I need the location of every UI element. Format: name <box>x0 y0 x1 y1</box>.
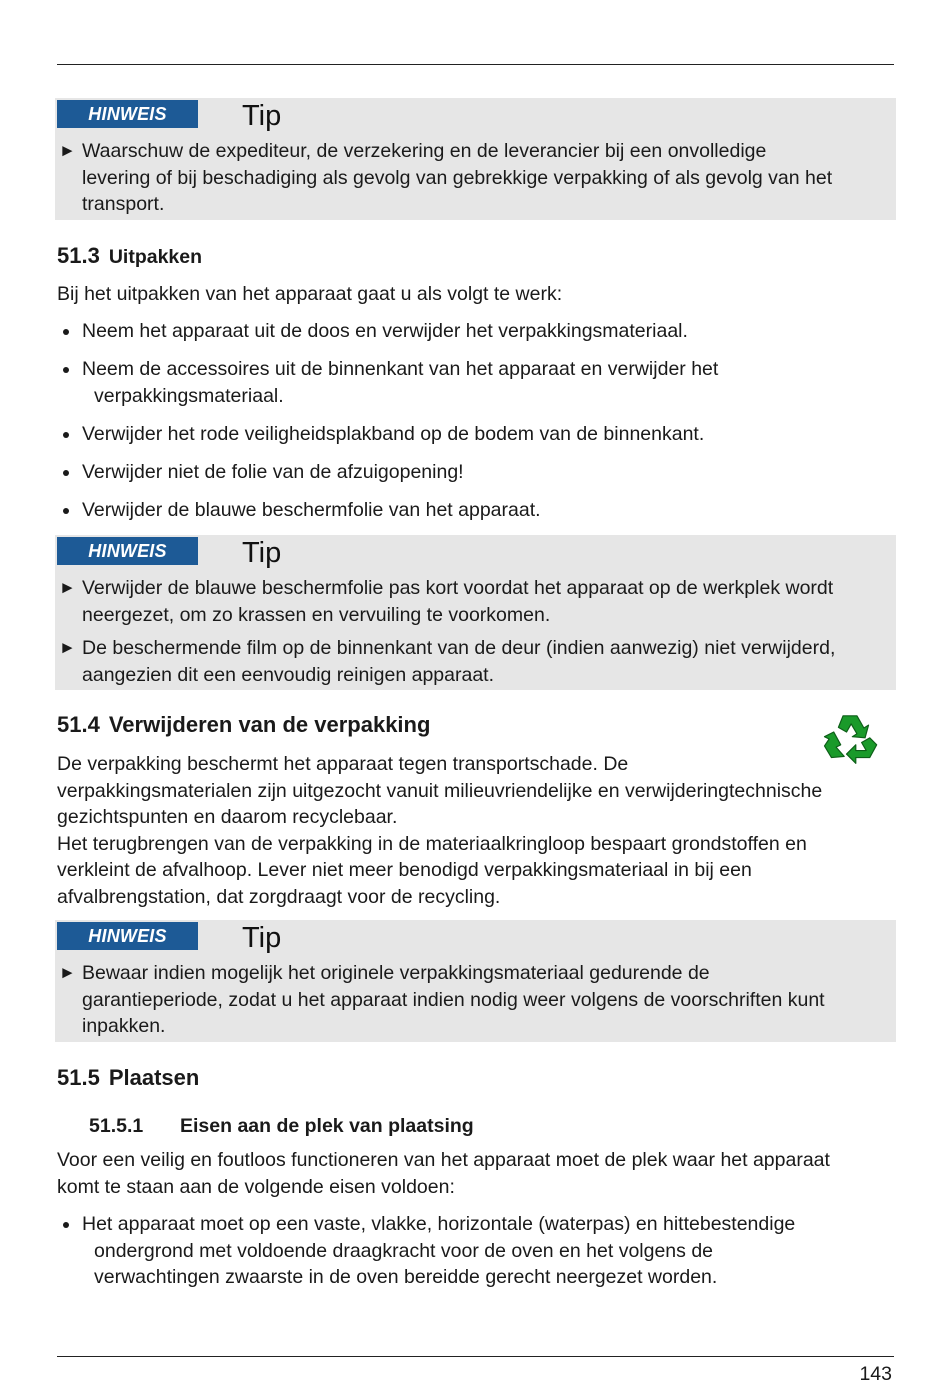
section-heading-51-3 <box>57 242 202 271</box>
list-item <box>57 356 892 409</box>
note-item <box>59 138 886 218</box>
note-line: levering of bij beschadiging als gevolg van gebrekkige verpakking of als gevolg van het <box>82 166 833 189</box>
paragraph-line: gezichtspunten en daarom recyclebaar. <box>57 806 398 828</box>
section-number: 51.3 <box>57 243 100 268</box>
list-item-continuation: verpakkingsmateriaal. <box>94 384 284 407</box>
page-number: 143 <box>859 1363 892 1385</box>
bullet-icon <box>57 318 82 345</box>
tip-title: Tip <box>242 922 282 954</box>
note-line: transport. <box>82 193 165 215</box>
uitpakken-list <box>57 318 892 535</box>
list-item-continuation: verwachtingen zwaarste in de oven bereidde gerecht neergezet worden. <box>94 1266 718 1288</box>
arrow-right-icon: ► <box>59 638 76 657</box>
section-title: Uitpakken <box>108 246 203 268</box>
list-item-text: Het apparaat moet op een vaste, vlakke, horizontale (waterpas) en hittebestendige <box>82 1213 796 1235</box>
section-number: 51.5 <box>57 1065 100 1090</box>
paragraph-line: komt te staan aan de volgende eisen voldoen: <box>57 1175 455 1198</box>
note-line: inpakken. <box>82 1015 166 1037</box>
note-box-3 <box>55 920 896 1042</box>
uitpakken-intro: Bij het uitpakken van het apparaat gaat u als volgt te werk: <box>57 283 563 305</box>
subsection-number: 51.5.1 <box>89 1115 144 1137</box>
bullet-icon <box>57 1211 82 1291</box>
list-item-text: Verwijder niet de folie van de afzuigopening! <box>82 460 464 483</box>
note-item <box>59 960 886 1040</box>
note-box-1 <box>55 98 896 220</box>
list-item-text: Verwijder de blauwe beschermfolie van het apparaat. <box>82 498 541 521</box>
verpakking-paragraph <box>57 751 892 910</box>
note-line: Waarschuw de expediteur, de verzekering en de leverancier bij een onvolledige <box>82 140 767 162</box>
section-heading-51-4 <box>57 711 430 739</box>
list-item <box>57 421 892 448</box>
arrow-right-icon: ► <box>59 578 76 597</box>
section-title: Verwijderen van de verpakking <box>108 712 431 737</box>
tip-title: Tip <box>242 100 282 132</box>
list-item <box>57 1211 892 1291</box>
note-line: neergezet, om zo krassen en vervuiling te voorkomen. <box>82 603 551 626</box>
hinweis-badge: HINWEIS <box>57 537 198 565</box>
note-header <box>55 98 896 138</box>
paragraph-line: afvalbrengstation, dat zorgdraagt voor de recycling. <box>57 885 501 908</box>
hinweis-badge: HINWEIS <box>57 922 198 950</box>
subsection-title: Eisen aan de plek van plaatsing <box>180 1115 474 1137</box>
list-item <box>57 318 892 345</box>
arrow-right-icon: ► <box>59 963 76 982</box>
list-item-continuation: ondergrond met voldoende draagkracht voor de oven en het volgens de <box>94 1239 714 1262</box>
bullet-icon <box>57 459 82 486</box>
bullet-icon <box>57 356 82 409</box>
paragraph-line: Voor een veilig en foutloos functioneren van het apparaat moet de plek waar het apparaat <box>57 1149 830 1171</box>
bullet-icon <box>57 497 82 524</box>
paragraph-line: De verpakking beschermt het apparaat tegen transportschade. De <box>57 753 629 775</box>
section-number: 51.4 <box>57 712 100 737</box>
note-item <box>59 635 886 688</box>
plaatsen-intro <box>57 1147 892 1200</box>
section-heading-51-5 <box>57 1064 199 1092</box>
list-item <box>57 497 892 524</box>
paragraph-line: verpakkingsmaterialen zijn uitgezocht vanuit milieuvriendelijke en verwijderingtechnische <box>57 779 823 802</box>
plaatsen-list <box>57 1211 892 1302</box>
tip-title: Tip <box>242 537 282 569</box>
recycle-arrow-top <box>838 716 868 738</box>
list-item-text: Neem de accessoires uit de binnenkant van het apparaat en verwijder het <box>82 358 719 380</box>
bullet-icon <box>57 421 82 448</box>
note-header <box>55 535 896 575</box>
note-line: De beschermende film op de binnenkant van de deur (indien aanwezig) niet verwijderd, <box>82 637 836 659</box>
note-box-2 <box>55 535 896 690</box>
paragraph-line: Het terugbrengen van de verpakking in de materiaalkringloop bespaart grondstoffen en <box>57 832 807 855</box>
list-item <box>57 459 892 486</box>
section-title: Plaatsen <box>108 1065 200 1090</box>
note-line: aangezien dit een eenvoudig reinigen apparaat. <box>82 663 494 686</box>
list-item-text: Neem het apparaat uit de doos en verwijder het verpakkingsmateriaal. <box>82 320 688 342</box>
note-line: Verwijder de blauwe beschermfolie pas kort voordat het apparaat op de werkplek wordt <box>82 577 834 599</box>
note-line: Bewaar indien mogelijk het originele verpakkingsmateriaal gedurende de <box>82 962 710 984</box>
note-header <box>55 920 896 960</box>
list-item-text: Verwijder het rode veiligheidsplakband op de bodem van de binnenkant. <box>82 422 705 445</box>
bottom-rule <box>57 1356 894 1357</box>
arrow-right-icon: ► <box>59 141 76 160</box>
note-line: garantieperiode, zodat u het apparaat indien nodig weer volgens de voorschriften kunt <box>82 988 825 1011</box>
top-rule <box>57 64 894 65</box>
hinweis-badge: HINWEIS <box>57 100 198 128</box>
note-item <box>59 575 886 628</box>
subsection-heading-51-5-1 <box>89 1113 474 1139</box>
paragraph-line: verkleint de afvalhoop. Lever niet meer benodigd verpakkingsmateriaal in bij een <box>57 859 752 881</box>
